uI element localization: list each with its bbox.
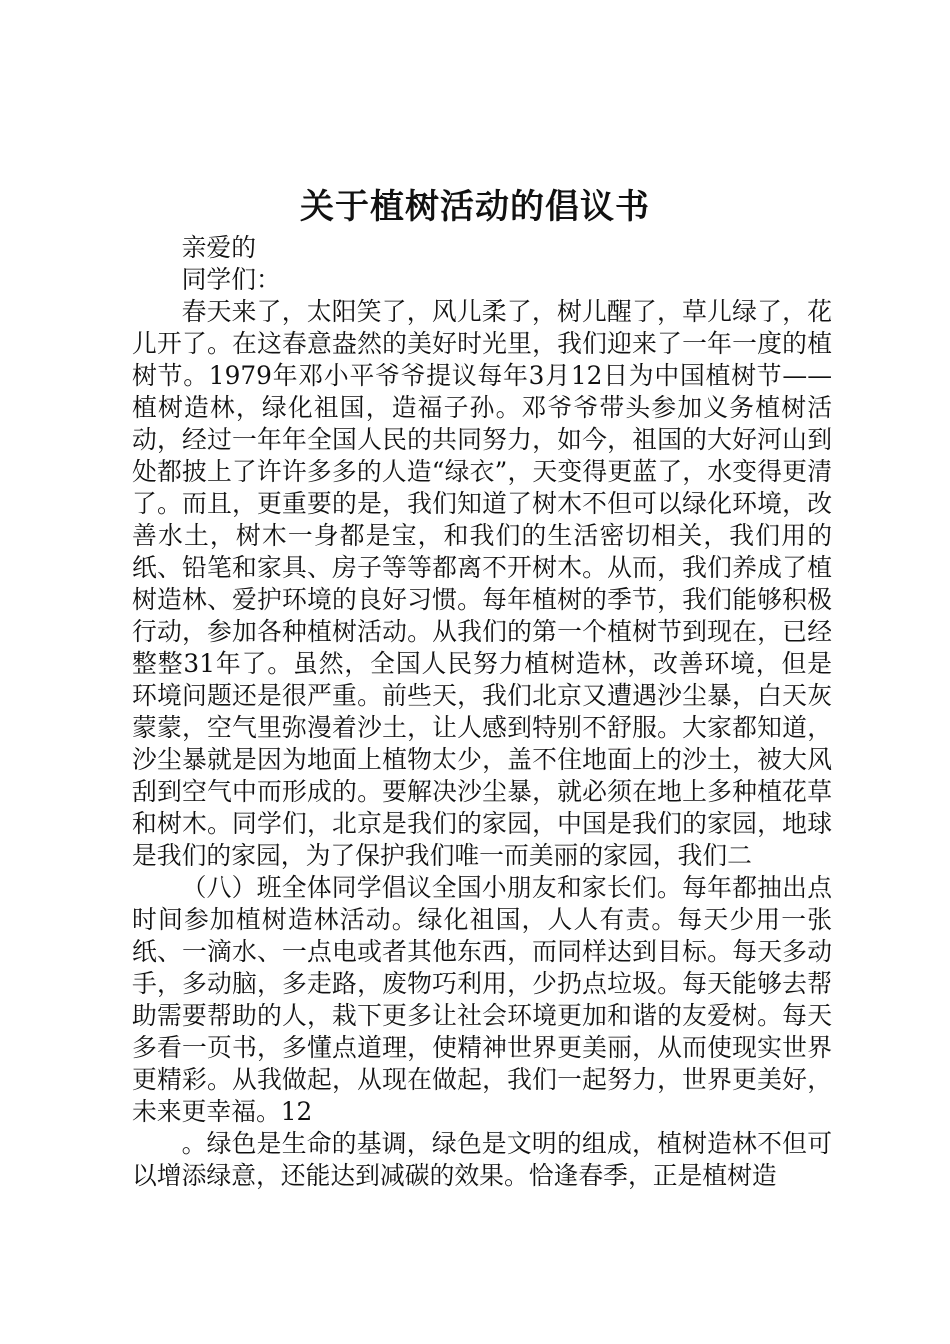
salutation-line-2: 同学们： — [181, 265, 281, 294]
body-paragraph-1: 春天来了，太阳笑了，风儿柔了，树儿醒了，草儿绿了，花儿开了。在这春意盎然的美好时光里，我们迎来了一年一度的植树节。1979年邓小平爷爷提议每年3月12日为中国植树节——植树造林，绿化祖国，造福子孙。邓爷爷带头参加义务植树活动，经过一年年全国人民的共同努力，如今，祖国的大好河山到处都披上了许许多多的人造“绿衣”，天变得更蓝了，水变得更清了。而且，更重要的是，我们知道了树木不但可以绿化环境，改善水土，树木一身都是宝，和我们的生活密切相关，我们用的纸、铅笔和家具、房子等等都离不开树木。从而，我们养成了植树造林、爱护环境的良好习惯。每年植树的季节，我们能够积极行动，参加各种植树活动。从我们的第一个植树节到现在，已经整整31年了。虽然，全国人民努力植树造林，改善环境，但是环境问题还是很严重。前些天，我们北京又遭遇沙尘暴，白天灰蒙蒙，空气里弥漫着沙土，让人感到特别不舒服。大家都知道，沙尘暴就是因为地面上植物太少，盖不住地面上的沙土，被大风刮到空气中而形成的。要解决沙尘暴，就必须在地上多种植花草和树木。同学们，北京是我们的家园，中国是我们的家园，地球是我们的家园，为了保护我们唯一而美丽的家园，我们二 — [132, 297, 832, 870]
document-body — [132, 232, 832, 1192]
body-paragraph-3: 。绿色是生命的基调，绿色是文明的组成，植树造林不但可以增添绿意，还能达到减碳的效果。恰逢春季，正是植树造 — [132, 1129, 832, 1190]
body-paragraph-2: （八）班全体同学倡议全国小朋友和家长们。每年都抽出点时间参加植树造林活动。绿化祖国，人人有责。每天少用一张纸、一滴水、一点电或者其他东西，而同样达到目标。每天多动手，多动脑，多走路，废物巧利用，少扔点垃圾。每天能够去帮助需要帮助的人，栽下更多让社会环境更加和谐的友爱树。每天多看一页书，多懂点道理，使精神世界更美丽，从而使现实世界更精彩。从我做起，从现在做起，我们一起努力，世界更美好，未来更幸福。12 — [132, 873, 832, 1126]
salutation-line-1: 亲爱的 — [181, 233, 256, 262]
document-title: 关于植树活动的倡议书 — [300, 187, 650, 227]
